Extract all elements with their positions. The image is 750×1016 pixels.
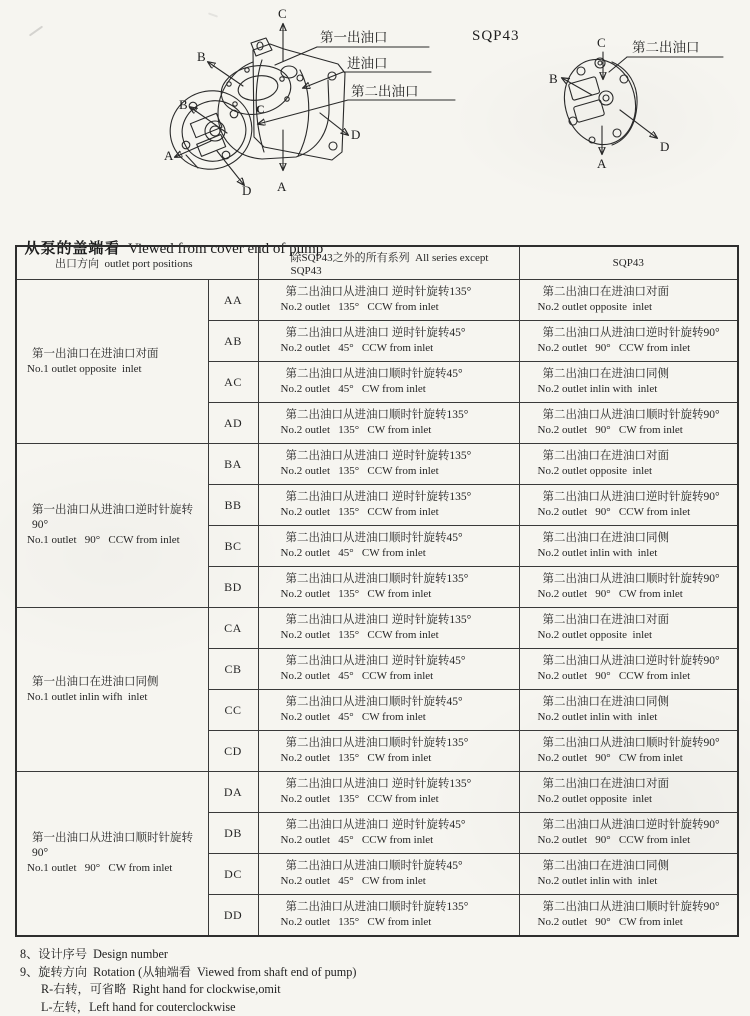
sqp43-cell [519, 690, 738, 731]
series-en: No.2 outlet 45° CW from inlet [281, 382, 519, 397]
sqp43-cn: 第二出油口从进油口逆时针旋转90° [543, 654, 738, 669]
series-cell [258, 403, 519, 444]
sqp43-en: No.2 outlet inlin with inlet [538, 874, 738, 889]
series-en: No.2 outlet 135° CCW from inlet [281, 505, 519, 520]
outlet-port-position-table [15, 245, 739, 937]
axis-label-d-bottom: D [242, 183, 251, 198]
series-cell [258, 485, 519, 526]
group-label-cn: 第一出油口从进油口逆时针旋转90° [32, 503, 208, 533]
sqp43-en: No.2 outlet inlin with inlet [538, 546, 738, 561]
group-label-cn: 第一出油口在进油口对面 [32, 347, 208, 362]
axis-label-a-left: A [164, 148, 174, 163]
series-cn: 第二出油口从进油口顺时针旋转45° [286, 859, 519, 874]
sqp43-cell [519, 444, 738, 485]
sqp43-cell [519, 608, 738, 649]
series-cell [258, 444, 519, 485]
axis-label-b-upper: B [197, 49, 206, 64]
section-title-cn: 从泵的盖端看 [25, 241, 121, 257]
series-en: No.2 outlet 135° CCW from inlet [281, 792, 519, 807]
sqp43-cell [519, 280, 738, 321]
note-rotation-right-hand: R-右转，可省略 Right hand for clockwise,omit [41, 981, 356, 999]
series-cell [258, 731, 519, 772]
code-cell: BD [208, 567, 258, 608]
sqp43-en: No.2 outlet opposite inlet [538, 628, 738, 643]
series-cn: 第二出油口从进油口顺时针旋转135° [286, 900, 519, 915]
code-cell: CD [208, 731, 258, 772]
footnotes [20, 946, 356, 1016]
sqp43-cn: 第二出油口从进油口逆时针旋转90° [543, 818, 738, 833]
header-outlet-port-positions: 出口方向 outlet port positions [16, 246, 258, 280]
group-label-cell [16, 280, 208, 444]
sqp43-cn: 第二出油口在进油口对面 [543, 285, 738, 300]
sqp43-en: No.2 outlet 90° CW from inlet [538, 915, 738, 930]
note-design-number: 8、设计序号 Design number [20, 946, 356, 964]
series-cn: 第二出油口从进油口 逆时针旋转135° [286, 490, 519, 505]
series-cell [258, 526, 519, 567]
sqp43-cn: 第二出油口从进油口顺时针旋转90° [543, 736, 738, 751]
axis-label-b-lower: B [179, 97, 188, 112]
group-label-en: No.1 outlet 90° CCW from inlet [27, 533, 208, 548]
code-cell: CC [208, 690, 258, 731]
sqp43-cell [519, 362, 738, 403]
series-en: No.2 outlet 135° CW from inlet [281, 751, 519, 766]
axis-label-a-bottom: A [277, 179, 287, 194]
group-label-cell [16, 444, 208, 608]
sqp43-en: No.2 outlet 90° CCW from inlet [538, 669, 738, 684]
right-pump-drawing [556, 52, 723, 154]
sqp43-cell [519, 485, 738, 526]
sqp43-cell [519, 731, 738, 772]
series-cn: 第二出油口从进油口顺时针旋转135° [286, 408, 519, 423]
sqp43-cn: 第二出油口在进油口同侧 [543, 859, 738, 874]
sqp43-cell [519, 813, 738, 854]
series-en: No.2 outlet 135° CCW from inlet [281, 464, 519, 479]
axis-label-c-top-right: C [597, 35, 606, 50]
series-en: No.2 outlet 135° CW from inlet [281, 423, 519, 438]
sqp43-cn: 第二出油口从进油口顺时针旋转90° [543, 572, 738, 587]
series-en: No.2 outlet 135° CW from inlet [281, 915, 519, 930]
series-cell [258, 649, 519, 690]
sqp43-en: No.2 outlet opposite inlet [538, 300, 738, 315]
code-cell: BA [208, 444, 258, 485]
axis-label-b-right-diagram: B [549, 71, 558, 86]
callout-no1-outlet-label: 第一出油口 [320, 29, 388, 45]
sqp43-en: No.2 outlet 90° CCW from inlet [538, 341, 738, 356]
code-cell: AC [208, 362, 258, 403]
code-cell: DA [208, 772, 258, 813]
code-cell: CA [208, 608, 258, 649]
sqp43-en: No.2 outlet 90° CCW from inlet [538, 833, 738, 848]
note-rotation-left-hand: L-左转，Left hand for couterclockwise [41, 999, 356, 1016]
code-cell: BB [208, 485, 258, 526]
table-row [16, 608, 738, 649]
series-en: No.2 outlet 45° CCW from inlet [281, 833, 519, 848]
series-cn: 第二出油口从进油口 逆时针旋转45° [286, 818, 519, 833]
header-all-series-except-sqp43: 除SQP43之外的所有系列 All series except SQP43 [258, 246, 519, 280]
sqp43-cell [519, 895, 738, 937]
sqp43-cell [519, 854, 738, 895]
sqp43-cell [519, 321, 738, 362]
sqp43-cn: 第二出油口在进油口同侧 [543, 367, 738, 382]
sqp43-cell [519, 772, 738, 813]
series-cell [258, 608, 519, 649]
series-en: No.2 outlet 135° CW from inlet [281, 587, 519, 602]
sqp43-cell [519, 567, 738, 608]
series-cn: 第二出油口从进油口 逆时针旋转135° [286, 777, 519, 792]
series-cn: 第二出油口从进油口 逆时针旋转135° [286, 613, 519, 628]
table-row [16, 280, 738, 321]
sqp43-en: No.2 outlet inlin with inlet [538, 382, 738, 397]
series-cn: 第二出油口从进油口 逆时针旋转45° [286, 654, 519, 669]
axis-label-d-right-diagram: D [660, 139, 669, 154]
group-label-cn: 第一出油口从进油口顺时针旋转90° [32, 831, 208, 861]
callout-no2-outlet-label-right: 第二出油口 [632, 39, 700, 55]
callout-inlet-label: 进油口 [347, 55, 388, 71]
series-cell [258, 567, 519, 608]
group-label-cell [16, 608, 208, 772]
sqp43-en: No.2 outlet opposite inlet [538, 792, 738, 807]
code-cell: AD [208, 403, 258, 444]
sqp43-cell [519, 526, 738, 567]
sqp43-cell [519, 403, 738, 444]
series-cell [258, 813, 519, 854]
series-en: No.2 outlet 45° CW from inlet [281, 546, 519, 561]
series-cn: 第二出油口从进油口顺时针旋转135° [286, 736, 519, 751]
table-header-row [16, 246, 738, 280]
table-row [16, 444, 738, 485]
sqp43-cn: 第二出油口在进油口对面 [543, 777, 738, 792]
series-en: No.2 outlet 45° CW from inlet [281, 710, 519, 725]
sqp43-en: No.2 outlet opposite inlet [538, 464, 738, 479]
series-cn: 第二出油口从进油口顺时针旋转45° [286, 531, 519, 546]
sqp43-en: No.2 outlet 90° CCW from inlet [538, 505, 738, 520]
series-en: No.2 outlet 135° CCW from inlet [281, 628, 519, 643]
axis-label-c-top: C [278, 6, 287, 21]
series-en: No.2 outlet 45° CW from inlet [281, 874, 519, 889]
sqp43-cn: 第二出油口从进油口逆时针旋转90° [543, 490, 738, 505]
axis-label-c-center: C [256, 102, 265, 116]
series-cell [258, 895, 519, 937]
group-label-en: No.1 outlet inlin wifh inlet [27, 690, 208, 705]
series-en: No.2 outlet 45° CCW from inlet [281, 669, 519, 684]
code-cell: CB [208, 649, 258, 690]
sqp43-cn: 第二出油口在进油口同侧 [543, 531, 738, 546]
sqp43-en: No.2 outlet 90° CW from inlet [538, 423, 738, 438]
header-sqp43: SQP43 [519, 246, 738, 280]
code-cell: BC [208, 526, 258, 567]
series-cell [258, 321, 519, 362]
axis-label-a-right-diagram: A [597, 156, 607, 171]
series-cell [258, 854, 519, 895]
pump-diagrams [0, 0, 750, 216]
table-row [16, 772, 738, 813]
sqp43-cell [519, 649, 738, 690]
series-cell [258, 772, 519, 813]
sqp43-cn: 第二出油口在进油口对面 [543, 613, 738, 628]
series-cn: 第二出油口从进油口 逆时针旋转135° [286, 449, 519, 464]
note-rotation: 9、旋转方向 Rotation (从轴端看 Viewed from shaft end of pump) [20, 964, 356, 982]
series-cell [258, 362, 519, 403]
code-cell: DD [208, 895, 258, 937]
series-cn: 第二出油口从进油口顺时针旋转135° [286, 572, 519, 587]
series-en: No.2 outlet 45° CCW from inlet [281, 341, 519, 356]
sqp43-cn: 第二出油口在进油口同侧 [543, 695, 738, 710]
sqp43-cn: 第二出油口从进油口顺时针旋转90° [543, 900, 738, 915]
group-label-cell [16, 772, 208, 937]
series-cn: 第二出油口从进油口 逆时针旋转45° [286, 326, 519, 341]
group-label-en: No.1 outlet opposite inlet [27, 362, 208, 377]
model-label: SQP43 [472, 28, 520, 44]
code-cell: DB [208, 813, 258, 854]
series-cell [258, 280, 519, 321]
axis-label-d-right: D [351, 127, 360, 142]
group-label-cn: 第一出油口在进油口同侧 [32, 675, 208, 690]
group-label-en: No.1 outlet 90° CW from inlet [27, 861, 208, 876]
sqp43-en: No.2 outlet inlin with inlet [538, 710, 738, 725]
series-cell [258, 690, 519, 731]
section-title-en: Viewed from cover end of pump [128, 241, 323, 257]
series-cn: 第二出油口从进油口 逆时针旋转135° [286, 285, 519, 300]
series-cn: 第二出油口从进油口顺时针旋转45° [286, 695, 519, 710]
sqp43-cn: 第二出油口从进油口顺时针旋转90° [543, 408, 738, 423]
sqp43-en: No.2 outlet 90° CW from inlet [538, 587, 738, 602]
code-cell: AB [208, 321, 258, 362]
code-cell: DC [208, 854, 258, 895]
series-cn: 第二出油口从进油口顺时针旋转45° [286, 367, 519, 382]
series-en: No.2 outlet 135° CCW from inlet [281, 300, 519, 315]
sqp43-cn: 第二出油口在进油口对面 [543, 449, 738, 464]
sqp43-en: No.2 outlet 90° CW from inlet [538, 751, 738, 766]
sqp43-cn: 第二出油口从进油口逆时针旋转90° [543, 326, 738, 341]
code-cell: AA [208, 280, 258, 321]
callout-no2-outlet-label: 第二出油口 [351, 83, 419, 99]
